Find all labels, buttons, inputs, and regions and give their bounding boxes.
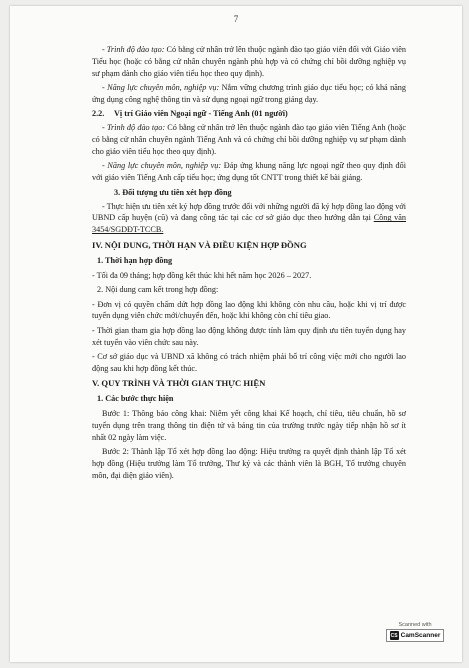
badge-box <box>386 629 444 642</box>
paragraph-training-level-english: - Trình độ đào tạo: Có bằng cử nhân trở lên thuộc ngành đào tạo giáo viên Tiếng Anh (hoặc có bằng cử nhân chuyên ngành Tiếng Anh và có chứng chỉ bồi dưỡng nghiệp vụ sư phạm dành cho giáo viên tiểu học theo quy định). <box>92 123 407 156</box>
paragraph-step-1: Bước 1: Thông báo công khai: Niêm yết công khai Kế hoạch, chỉ tiêu, tiêu chuẩn, hồ sơ tuyển dụng trên trang thông tin điện tử và bảng tin của trường trước ngày tiếp nhận hồ sơ ít nhất 02 ngày làm việc. <box>92 409 406 442</box>
camscanner-logo-icon: CS <box>390 632 398 639</box>
heading-3-priority: 3. Đối tượng ưu tiên xét hợp đồng <box>114 187 232 197</box>
paragraph-commitment-2: - Thời gian tham gia hợp đồng lao động không được tính làm quy định ưu tiên tuyển dụng hay xét tuyển vào viên chức sau này. <box>92 325 406 347</box>
heading-v-1: 1. Các bước thực hiện <box>97 394 174 404</box>
heading-2-2: 2.2. Vị trí Giáo viên Ngoại ngữ - Tiếng Anh (01 người) <box>92 109 288 119</box>
section-v-heading: V. QUY TRÌNH VÀ THỜI GIAN THỰC HIỆN <box>92 378 266 389</box>
document-content <box>92 44 406 484</box>
heading-iv-1: 1. Thời hạn hợp đồng <box>97 255 173 265</box>
paragraph-commitment-1: - Đơn vị có quyền chấm dứt hợp đồng lao động khi không còn nhu cầu, hoặc khi vị trí được tuyển dụng viên chức mới/chuyển đến, hoặc khi không còn chỉ tiêu giao. <box>92 299 406 321</box>
paragraph-training-level-primary: - Trình độ đào tạo: Có bằng cử nhân trở lên thuộc ngành đào tạo giáo viên đối với Giáo viên Tiểu học (hoặc có bằng cử nhân chuyên ngành phù hợp và có chứng chỉ bồi dưỡng nghiệp vụ sư phạm dành cho giáo viên tiểu học theo quy định). <box>92 45 406 78</box>
paragraph-priority: - Thực hiện ưu tiên xét ký hợp đồng trước đối với những người đã ký hợp đồng lao động với UBND cấp huyện (cũ) và đang công tác tại các cơ sở giáo dục theo hướng dẫn tại Công văn 3454/SGDĐT-TCCB. <box>92 201 407 235</box>
page-number: 7 <box>233 14 239 24</box>
section-iv-heading: IV. NỘI DUNG, THỜI HẠN VÀ ĐIỀU KIỆN HỢP ĐỒNG <box>92 239 307 250</box>
document-page <box>10 6 462 662</box>
badge-name: CamScanner <box>400 632 441 639</box>
paragraph-commitment-3: - Cơ sở giáo dục và UBND xã không có trách nhiệm phải bố trí công việc mới cho người lao động sau khi hợp đồng kết thúc. <box>92 351 406 373</box>
paragraph-term: - Tối đa 09 tháng; hợp đồng kết thúc khi hết năm học 2026 – 2027. <box>92 270 312 280</box>
badge-caption: Scanned with <box>398 622 432 628</box>
camscanner-badge <box>386 622 444 642</box>
heading-iv-2: 2. Nội dung cam kết trong hợp đồng: <box>97 284 219 294</box>
paragraph-competency-english: - Năng lực chuyên môn, nghiệp vụ: Đáp ứng khung năng lực ngoại ngữ theo quy định đối với giáo viên Tiếng Anh cấp tiểu học; ứng dụng tốt CNTT trong thiết kế bài giảng. <box>92 161 406 182</box>
paragraph-step-2: Bước 2: Thành lập Tổ xét hợp đồng lao động: Hiệu trưởng ra quyết định thành lập Tổ xét hợp đồng (Hiệu trưởng làm Tổ trưởng, Thư ký và các thành viên là BGH, Tổ trưởng chuyên môn, đại diện giáo viên). <box>92 446 406 480</box>
paragraph-competency-primary: - Năng lực chuyên môn, nghiệp vụ: Nắm vững chương trình giáo dục tiểu học; có khả năng ứng dụng công nghệ thông tin và sử dụng ngoại ngữ trong giảng dạy. <box>92 82 406 104</box>
